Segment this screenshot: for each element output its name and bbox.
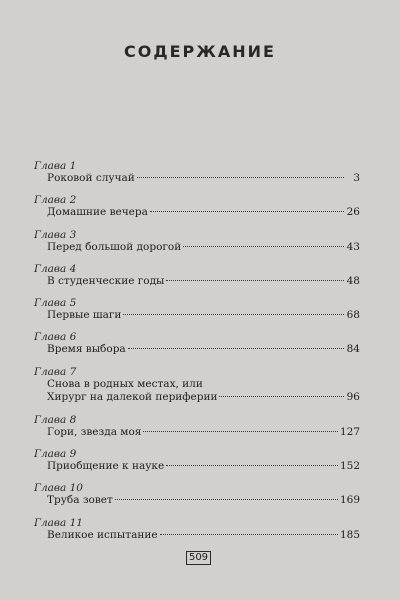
dot-leader: [150, 211, 344, 212]
page-number: 169: [339, 494, 360, 507]
entry-line: [34, 529, 360, 542]
chapter-label: Глава 10: [34, 482, 83, 495]
dot-leader: [166, 280, 344, 281]
entry-line: [34, 309, 360, 322]
chapter-label: Глава 6: [34, 331, 77, 344]
table-of-contents: [34, 160, 360, 551]
page-number: 127: [339, 425, 360, 438]
entry-line: [34, 460, 360, 473]
chapter-label: Глава 4: [34, 262, 77, 275]
dot-leader: [137, 177, 344, 178]
entry-line: [34, 494, 360, 507]
toc-entry-chapter-6[interactable]: [34, 331, 360, 365]
page-number: 152: [339, 460, 360, 473]
chapter-title: В студенческие годы: [47, 274, 165, 287]
chapter-label: Глава 2: [34, 194, 77, 207]
chapter-label: Глава 1: [34, 160, 77, 172]
page-number: 185: [339, 528, 360, 541]
chapter-title: Гори, звезда моя: [47, 425, 142, 438]
dot-leader: [123, 314, 344, 315]
page-number: 26: [346, 206, 360, 219]
page-title: СОДЕРЖАНИЕ: [124, 42, 276, 61]
toc-entry-chapter-11[interactable]: [34, 517, 360, 551]
entry-line: [34, 391, 360, 404]
chapter-label: Глава 5: [34, 297, 77, 310]
chapter-title: Время выбора: [47, 343, 126, 356]
folio-page-number: 509: [186, 551, 211, 565]
toc-entry-chapter-9[interactable]: [34, 448, 360, 482]
page-number: 84: [346, 343, 360, 356]
page-number: 96: [346, 390, 360, 403]
toc-entry-chapter-4[interactable]: [34, 263, 360, 297]
dot-leader: [219, 396, 344, 397]
page-number: 68: [346, 309, 360, 322]
entry-line: [34, 241, 360, 254]
chapter-title: Роковой случай: [47, 172, 135, 184]
chapter-label: Глава 3: [34, 228, 77, 241]
chapter-title: Приобщение к науке: [47, 460, 165, 473]
toc-entry-chapter-2[interactable]: [34, 194, 360, 228]
toc-entry-chapter-1[interactable]: [34, 160, 360, 194]
entry-line: [34, 343, 360, 356]
entry-line: [34, 275, 360, 288]
chapter-title: Первые шаги: [47, 309, 122, 322]
chapter-title: Труба зовет: [47, 494, 113, 507]
page-number: 3: [353, 172, 360, 184]
chapter-label: Глава 7: [34, 365, 77, 378]
chapter-title: Хирург на далекой периферии: [47, 390, 218, 403]
dot-leader: [166, 465, 338, 466]
chapter-label: Глава 9: [34, 448, 77, 461]
chapter-label: Глава 8: [34, 413, 77, 426]
chapter-title: Перед большой дорогой: [47, 240, 182, 253]
chapter-title: Домашние вечера: [47, 206, 148, 219]
toc-entry-chapter-7[interactable]: [34, 366, 360, 414]
chapter-label: Глава 11: [34, 516, 83, 529]
toc-entry-chapter-10[interactable]: [34, 482, 360, 516]
dot-leader: [143, 431, 338, 432]
dot-leader: [183, 246, 344, 247]
dot-leader: [160, 534, 338, 535]
entry-line: [34, 172, 360, 185]
chapter-title-line-1: Снова в родных местах, или: [47, 377, 203, 390]
chapter-title: Великое испытание: [47, 528, 158, 541]
dot-leader: [115, 499, 338, 500]
entry-line: [34, 206, 360, 219]
toc-entry-chapter-8[interactable]: [34, 414, 360, 448]
toc-entry-chapter-5[interactable]: [34, 297, 360, 331]
entry-line: [34, 426, 360, 439]
page-number: 48: [346, 274, 360, 287]
toc-entry-chapter-3[interactable]: [34, 229, 360, 263]
dot-leader: [128, 348, 344, 349]
page-number: 43: [346, 240, 360, 253]
